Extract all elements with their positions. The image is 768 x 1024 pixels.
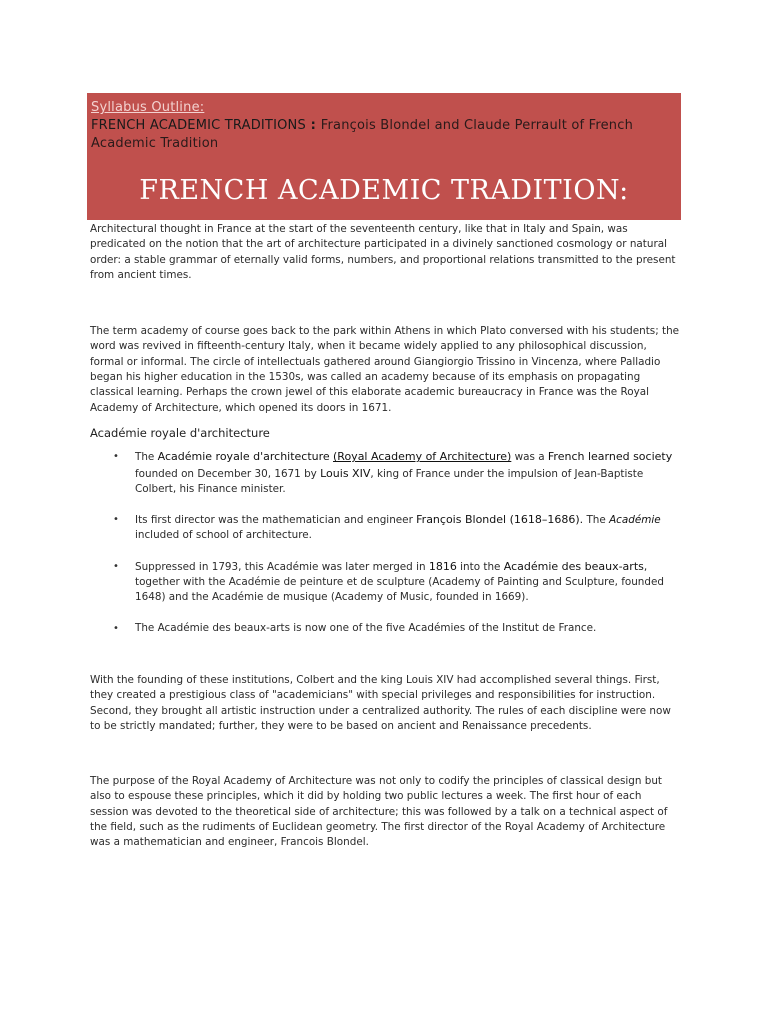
list-item <box>90 559 682 606</box>
emphasis-academie: Académie <box>609 514 661 527</box>
link-1816[interactable]: 1816 <box>428 559 457 573</box>
text-run: into the <box>456 560 504 573</box>
bullet-marker: • <box>113 514 119 526</box>
link-academie-beaux-arts[interactable]: Académie des beaux-arts <box>503 559 644 573</box>
link-francois-blondel[interactable]: François Blondel (1618–1686). <box>416 513 584 527</box>
header-banner <box>87 93 681 220</box>
course-separator: : <box>305 118 321 133</box>
course-title-line <box>91 117 677 153</box>
bullet-marker: • <box>113 451 119 463</box>
text-run: , together with the Académie de peinture et de sculpture (Academy of Painting and Sculpture, founded 1648) and the Académie de musique (Academy of Music, founded in 1669). <box>135 560 664 604</box>
bullet-marker: • <box>113 622 119 634</box>
link-royal-academy[interactable]: (Royal Academy of Architecture) <box>333 450 512 464</box>
text-run: included of school of architecture. <box>135 529 312 542</box>
syllabus-label: Syllabus Outline: <box>91 100 205 115</box>
list-item <box>90 621 682 636</box>
link-academie-royale[interactable]: Académie royale d'architecture <box>157 450 330 464</box>
link-louis-xiv[interactable]: Louis XIV <box>320 466 371 480</box>
list-item <box>90 449 682 497</box>
text-run: Suppressed in 1793, this Académie was later merged in <box>135 560 429 573</box>
text-run: founded on December 30, 1671 by <box>135 467 321 480</box>
list-item <box>90 512 682 544</box>
text-run: The <box>135 451 158 464</box>
course-title: FRENCH ACADEMIC TRADITIONS <box>91 118 306 133</box>
course-subtitle: François Blondel and Claude Perrault of French Academic Tradition <box>91 118 634 151</box>
paragraph-intro: Architectural thought in France at the start of the seventeenth century, like that in Italy and Spain, was predicated on the notion that the art of architecture participated in a divinely sanctioned cosmology or natural order: a stable grammar of eternally valid forms, numbers, and proportional relations transmitted to the present from ancient times. <box>90 223 676 281</box>
page-title: FRENCH ACADEMIC TRADITION: <box>139 175 629 206</box>
paragraph-academy-origin: The term academy of course goes back to the park within Athens in which Plato conversed with his students; the word was revived in fifteenth-century Italy, when it became widely applied to any philosophical discussion, formal or informal. The circle of intellectuals gathered around Giangiorgio Trissino in Vincenza, where Palladio began his higher education in the 1530s, was called an academy because of its emphasis on propagating classical learning. Perhaps the crown jewel of this elaborate academic bureaucracy in France was the Royal Academy of Architecture, which opened its doors in 1671. <box>90 325 680 414</box>
text-run: The Académie des beaux-arts is now one of the five Académies of the Institut de France. <box>135 621 597 634</box>
text-run: was a <box>511 451 548 464</box>
link-french-learned-society[interactable]: French learned society <box>547 450 673 464</box>
document-body <box>90 222 682 851</box>
bullet-list <box>90 449 682 636</box>
text-run: Its first director was the mathematician and engineer <box>135 514 417 527</box>
paragraph-founding: With the founding of these institutions, Colbert and the king Louis XIV had accomplished several things. First, they created a prestigious class of "academicians" with special privileges and responsibilities for instruction. Second, they brought all artistic instruction under a centralized authority. The rules of each discipline were now to be strictly mandated; further, they were to be based on ancient and Renaissance precedents. <box>90 673 671 732</box>
text-run: , king of France under the impulsion of Jean-Baptiste Colbert, his Finance minister. <box>135 467 644 495</box>
text-run: The <box>583 514 610 527</box>
bullet-marker: • <box>113 560 119 572</box>
section-heading: Académie royale d'architecture <box>90 425 270 440</box>
paragraph-purpose: The purpose of the Royal Academy of Architecture was not only to codify the principles of classical design but also to espouse these principles, which it did by holding two public lectures a week. The first hour of each session was devoted to the theoretical side of architecture; this was followed by a talk on a technical aspect of the field, such as the rudiments of Euclidean geometry. The first director of the Royal Academy of Architecture was a mathematician and engineer, Francois Blondel. <box>90 775 668 849</box>
